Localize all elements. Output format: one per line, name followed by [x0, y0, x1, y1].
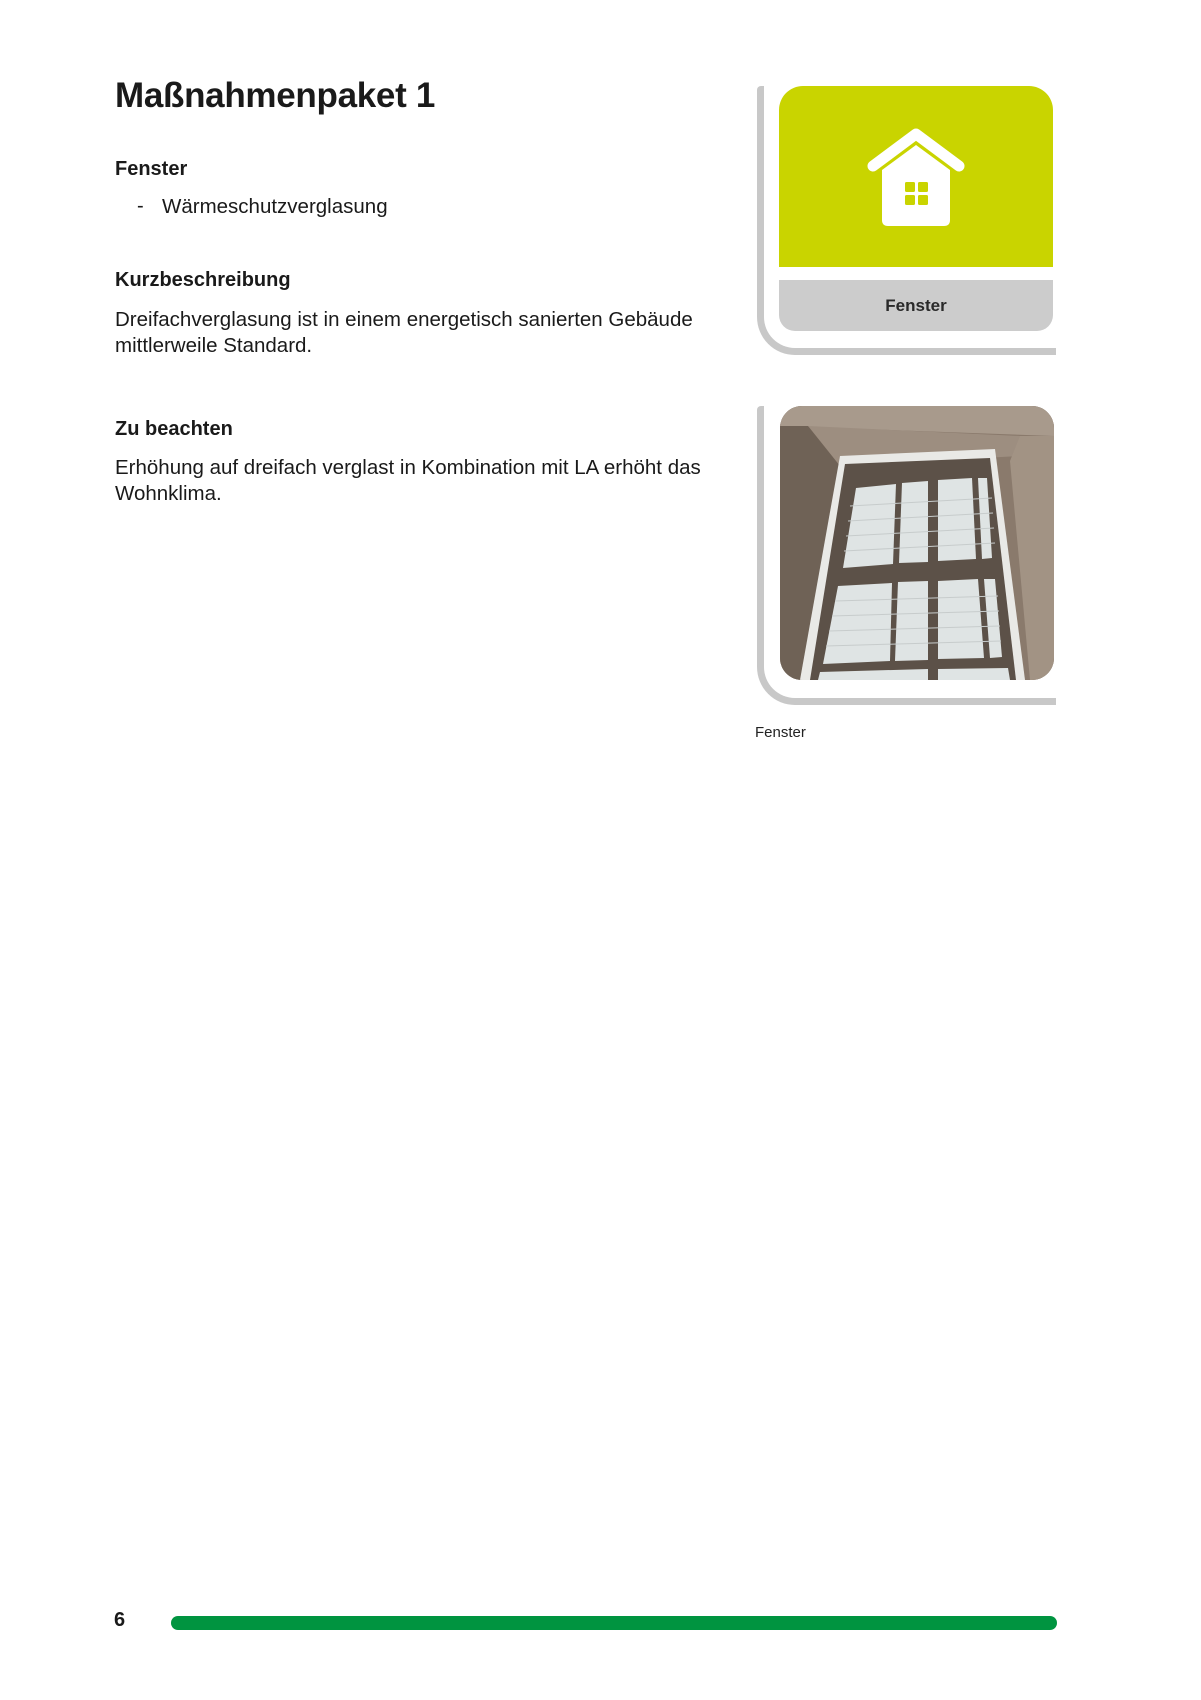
section-heading-zu-beachten: Zu beachten [115, 418, 233, 440]
page-title: Maßnahmenpaket 1 [115, 76, 436, 115]
window-photo [780, 406, 1054, 680]
footer-bar [171, 1616, 1057, 1630]
bullet-item: Wärmeschutzverglasung [162, 195, 388, 218]
zu-beachten-text: Erhöhung auf dreifach verglast in Kombination mit LA erhöht das Wohnklima. [115, 456, 701, 505]
section-heading-kurzbeschreibung: Kurzbeschreibung [115, 269, 291, 291]
category-tile-label: Fenster [779, 280, 1053, 331]
window-illustration [780, 406, 1054, 680]
house-icon [865, 128, 967, 228]
kurzbeschreibung-text: Dreifachverglasung ist in einem energetisch sanierten Gebäude mittlerweile Standard. [115, 308, 693, 357]
section-heading-fenster: Fenster [115, 158, 188, 180]
photo-caption: Fenster [755, 724, 806, 741]
page-number: 6 [114, 1609, 126, 1631]
bullet-marker: - [137, 195, 144, 217]
